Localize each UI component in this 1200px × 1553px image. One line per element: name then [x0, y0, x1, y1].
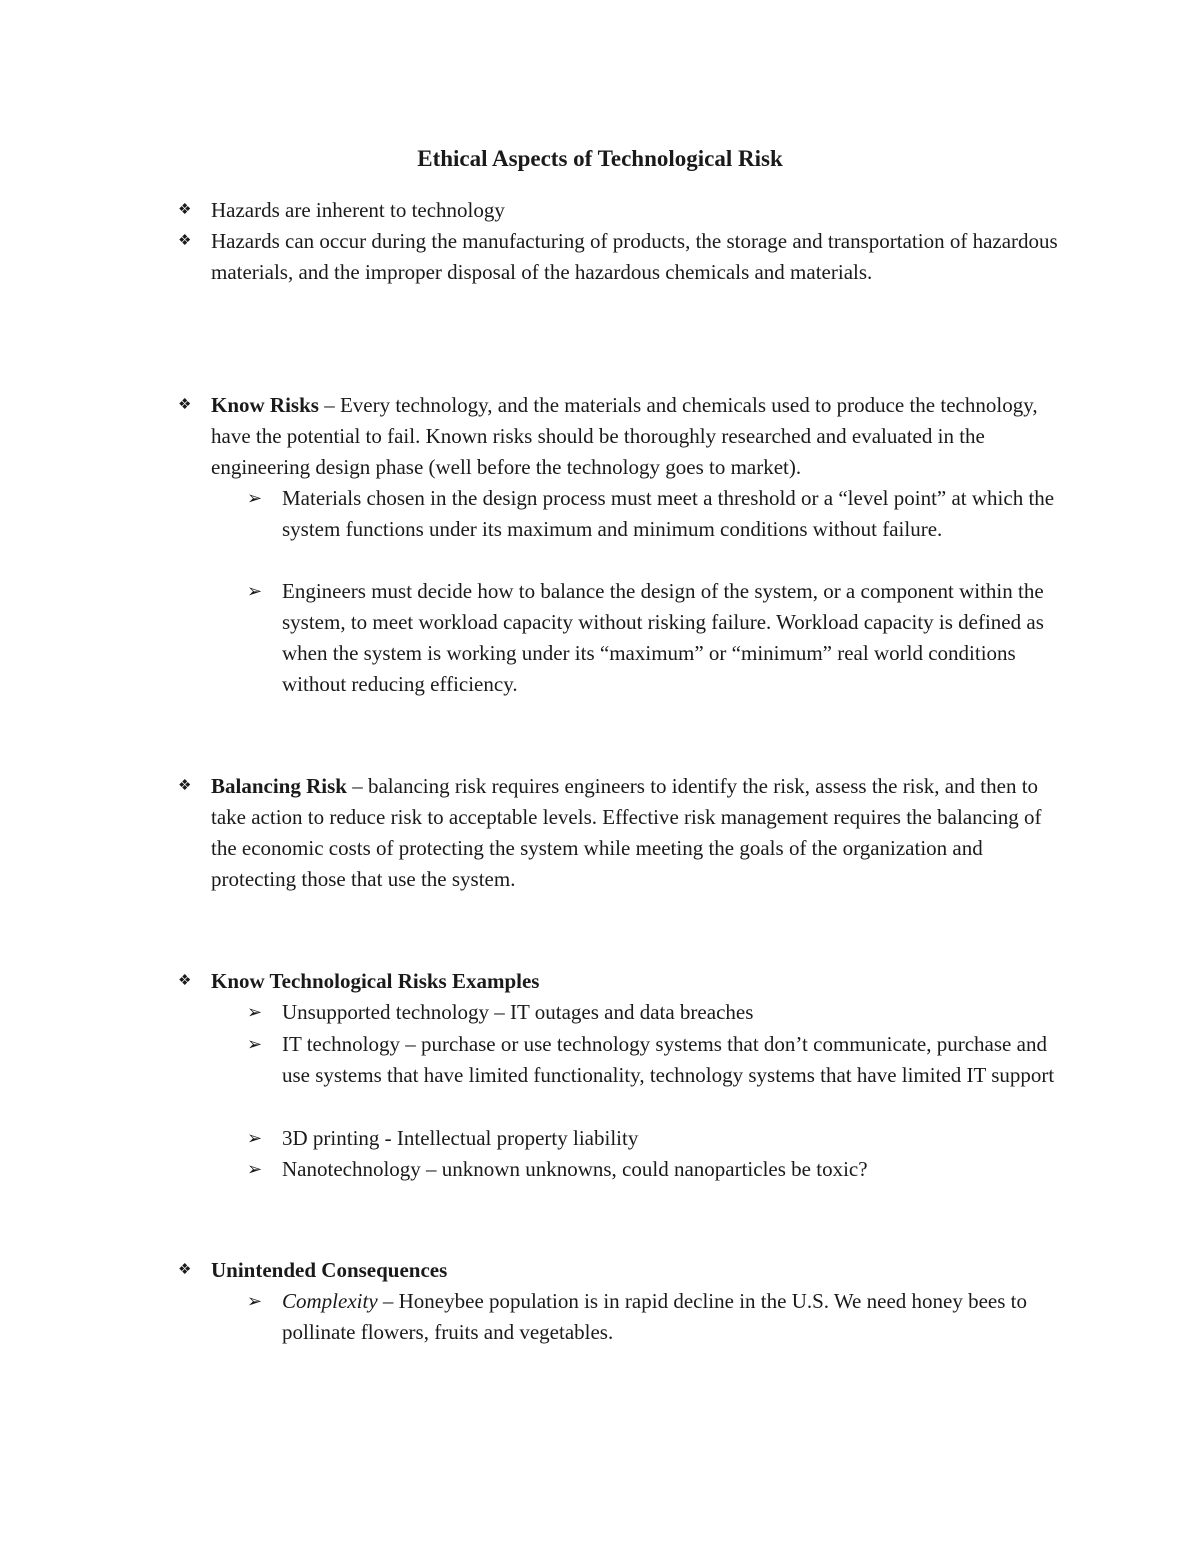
diamond-bullet-icon: ❖ — [178, 1262, 192, 1278]
complexity-term: Complexity — [282, 1289, 378, 1313]
example-item: Unsupported technology – IT outages and data breaches — [282, 1000, 754, 1024]
unintended-heading-row — [211, 1255, 1071, 1286]
know-risks-sub-1: Materials chosen in the design process must meet a threshold or a “level point” at which the system functions under its maximum and minimum conditions without failure. — [282, 486, 1055, 541]
know-risks-heading: Know Risks — [211, 393, 319, 417]
page-title: Ethical Aspects of Technological Risk — [417, 146, 783, 171]
diamond-bullet-icon: ❖ — [178, 233, 192, 249]
diamond-bullet-icon: ❖ — [178, 973, 192, 989]
arrow-bullet-icon: ➢ — [247, 1034, 263, 1054]
arrow-bullet-icon: ➢ — [247, 1291, 263, 1311]
intro-bullet-2: Hazards can occur during the manufacturing of products, the storage and transportation of hazardous materials, and the improper disposal of the hazardous chemicals and materials. — [211, 229, 1058, 284]
arrow-bullet-icon: ➢ — [247, 581, 263, 601]
unintended-heading: Unintended Consequences — [211, 1258, 448, 1282]
examples-heading: Know Technological Risks Examples — [211, 969, 540, 993]
balancing-risk-heading: Balancing Risk — [211, 774, 347, 798]
example-item: 3D printing - Intellectual property liability — [282, 1126, 639, 1150]
know-risks-text: – Every technology, and the materials and chemicals used to produce the technology, have the potential to fail. Known risks should be thoroughly researched and evaluated in the engineering design phase (well before the technology goes to market). — [211, 393, 1038, 479]
arrow-bullet-icon: ➢ — [247, 488, 263, 508]
complexity-text: – Honeybee population is in rapid decline in the U.S. We need honey bees to pollinate flowers, fruits and vegetables. — [282, 1289, 1027, 1344]
diamond-bullet-icon: ❖ — [178, 778, 192, 794]
intro-bullet-1: Hazards are inherent to technology — [211, 198, 505, 222]
arrow-bullet-icon: ➢ — [247, 1002, 263, 1022]
balancing-risk-section — [211, 771, 1071, 895]
example-item: Nanotechnology – unknown unknowns, could nanoparticles be toxic? — [282, 1157, 868, 1181]
arrow-bullet-icon: ➢ — [247, 1128, 263, 1148]
unintended-sub — [282, 1286, 1072, 1348]
example-item: IT technology – purchase or use technology systems that don’t communicate, purchase and use systems that have limited functionality, technology systems that have limited IT support — [282, 1032, 1055, 1087]
examples-heading-row — [211, 966, 1071, 997]
diamond-bullet-icon: ❖ — [178, 397, 192, 413]
arrow-bullet-icon: ➢ — [247, 1159, 263, 1179]
know-risks-section — [211, 390, 1071, 483]
balancing-risk-text: – balancing risk requires engineers to identify the risk, assess the risk, and then to take action to reduce risk to acceptable levels. Effective risk management requires the balancing of the economic costs of protecting the system while meeting the goals of the organization and protecting those that use the system. — [211, 774, 1042, 891]
know-risks-sub-2: Engineers must decide how to balance the design of the system, or a component within the system, to meet workload capacity without risking failure. Workload capacity is defined as when the system is working under its “maximum” or “minimum” real world conditions without reducing efficiency. — [282, 579, 1044, 696]
diamond-bullet-icon: ❖ — [178, 202, 192, 218]
